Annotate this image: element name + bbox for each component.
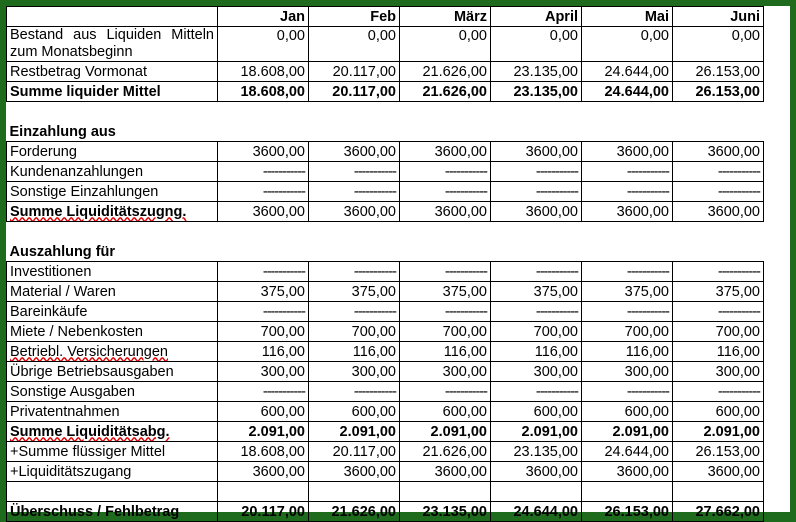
- table-row: [7, 27, 764, 62]
- cell[interactable]: -----------: [673, 162, 764, 182]
- cell[interactable]: -----------: [673, 382, 764, 402]
- cell[interactable]: 0,00: [309, 27, 400, 62]
- month-jan[interactable]: Jan: [218, 7, 309, 27]
- row-label[interactable]: Übrige Betriebsausgaben: [7, 362, 218, 382]
- row-label[interactable]: Privatentnahmen: [7, 402, 218, 422]
- cell[interactable]: 26.153,00: [673, 82, 764, 102]
- cell[interactable]: 300,00: [673, 362, 764, 382]
- cell[interactable]: -----------: [309, 262, 400, 282]
- cell[interactable]: -----------: [491, 162, 582, 182]
- table-row: [7, 462, 764, 482]
- cell[interactable]: 0,00: [218, 27, 309, 62]
- month-jun[interactable]: Juni: [673, 7, 764, 27]
- row-label[interactable]: Bareinkäufe: [7, 302, 218, 322]
- empty-cell[interactable]: [491, 482, 582, 502]
- cell[interactable]: 21.626,00: [400, 62, 491, 82]
- cell[interactable]: 300,00: [309, 362, 400, 382]
- cell[interactable]: -----------: [218, 382, 309, 402]
- section-heading-row: [7, 239, 764, 262]
- cell[interactable]: -----------: [400, 302, 491, 322]
- cell[interactable]: -----------: [673, 182, 764, 202]
- section-einzahlung: Einzahlung aus: [9, 123, 116, 140]
- cell[interactable]: -----------: [582, 162, 673, 182]
- cell[interactable]: -----------: [491, 302, 582, 322]
- table-row: [7, 142, 764, 162]
- cell[interactable]: 3600,00: [491, 202, 582, 222]
- table-row: [7, 262, 764, 282]
- cell[interactable]: 600,00: [400, 402, 491, 422]
- month-feb[interactable]: Feb: [309, 7, 400, 27]
- cell[interactable]: 3600,00: [400, 462, 491, 482]
- table-row: [7, 62, 764, 82]
- cell[interactable]: -----------: [491, 182, 582, 202]
- cell[interactable]: 375,00: [582, 282, 673, 302]
- cell[interactable]: -----------: [582, 382, 673, 402]
- cell[interactable]: 3600,00: [491, 462, 582, 482]
- cell[interactable]: 600,00: [673, 402, 764, 422]
- cell[interactable]: 26.153,00: [673, 62, 764, 82]
- row-label[interactable]: +Summe flüssiger Mittel: [7, 442, 218, 462]
- cell[interactable]: 21.626,00: [309, 502, 400, 522]
- row-label[interactable]: Sonstige Einzahlungen: [7, 182, 218, 202]
- empty-cell[interactable]: [400, 482, 491, 502]
- row-label[interactable]: [7, 202, 218, 222]
- row-label[interactable]: Restbetrag Vormonat: [7, 62, 218, 82]
- empty-cell[interactable]: [673, 482, 764, 502]
- cell[interactable]: 2.091,00: [673, 422, 764, 442]
- cell[interactable]: 3600,00: [400, 142, 491, 162]
- cell[interactable]: 23.135,00: [491, 82, 582, 102]
- month-may[interactable]: Mai: [582, 7, 673, 27]
- cell[interactable]: -----------: [673, 302, 764, 322]
- table-row: [7, 382, 764, 402]
- empty-row: [7, 482, 764, 502]
- cell[interactable]: 375,00: [491, 282, 582, 302]
- cell[interactable]: 600,00: [582, 402, 673, 422]
- cell[interactable]: 700,00: [400, 322, 491, 342]
- row-label[interactable]: Überschuss / Fehlbetrag: [7, 502, 218, 522]
- cell[interactable]: 26.153,00: [582, 502, 673, 522]
- cell[interactable]: -----------: [218, 162, 309, 182]
- row-label[interactable]: [7, 342, 218, 362]
- row-label[interactable]: Investitionen: [7, 262, 218, 282]
- cell[interactable]: -----------: [582, 262, 673, 282]
- cell[interactable]: 3600,00: [218, 202, 309, 222]
- cell[interactable]: 18.608,00: [218, 82, 309, 102]
- table-row: [7, 402, 764, 422]
- cell[interactable]: -----------: [309, 382, 400, 402]
- cell[interactable]: 116,00: [218, 342, 309, 362]
- cell[interactable]: 375,00: [218, 282, 309, 302]
- month-apr[interactable]: April: [491, 7, 582, 27]
- table-row: [7, 282, 764, 302]
- label-text: Betriebl. Versicherungen: [10, 343, 168, 360]
- cell[interactable]: 3600,00: [309, 462, 400, 482]
- cell[interactable]: 3600,00: [309, 202, 400, 222]
- cell[interactable]: 300,00: [400, 362, 491, 382]
- row-label[interactable]: +Liquiditätszugang: [7, 462, 218, 482]
- table-row: [7, 162, 764, 182]
- cell[interactable]: 2.091,00: [491, 422, 582, 442]
- table-row: [7, 342, 764, 362]
- cell[interactable]: 300,00: [582, 362, 673, 382]
- row-label[interactable]: Bestand aus Liquiden Mitteln zum Monatsbeginn: [7, 27, 218, 62]
- cell[interactable]: -----------: [582, 182, 673, 202]
- cell[interactable]: 700,00: [582, 322, 673, 342]
- row-label[interactable]: [7, 422, 218, 442]
- cell[interactable]: 21.626,00: [400, 442, 491, 462]
- cell[interactable]: 116,00: [400, 342, 491, 362]
- cell[interactable]: 2.091,00: [309, 422, 400, 442]
- cell[interactable]: -----------: [309, 302, 400, 322]
- cell[interactable]: 116,00: [673, 342, 764, 362]
- cell[interactable]: 24.644,00: [491, 502, 582, 522]
- cell[interactable]: 3600,00: [400, 202, 491, 222]
- header-empty-cell[interactable]: [7, 7, 218, 27]
- sum-row: [7, 422, 764, 442]
- cell[interactable]: -----------: [491, 382, 582, 402]
- cell[interactable]: 600,00: [491, 402, 582, 422]
- table-row: [7, 362, 764, 382]
- cell[interactable]: 116,00: [309, 342, 400, 362]
- cell[interactable]: 24.644,00: [582, 62, 673, 82]
- cell[interactable]: -----------: [218, 302, 309, 322]
- cell[interactable]: 3600,00: [673, 202, 764, 222]
- cell[interactable]: 23.135,00: [491, 442, 582, 462]
- cell[interactable]: 24.644,00: [582, 82, 673, 102]
- cell[interactable]: 700,00: [673, 322, 764, 342]
- empty-cell[interactable]: [309, 482, 400, 502]
- sum-label-text: Summe Liquiditätszugng.: [10, 203, 187, 220]
- cell[interactable]: 2.091,00: [218, 422, 309, 442]
- cell[interactable]: 0,00: [400, 27, 491, 62]
- cell[interactable]: -----------: [218, 262, 309, 282]
- table-row: [7, 322, 764, 342]
- row-label[interactable]: Miete / Nebenkosten: [7, 322, 218, 342]
- cell[interactable]: -----------: [673, 262, 764, 282]
- cell[interactable]: 300,00: [491, 362, 582, 382]
- table-row: [7, 442, 764, 462]
- table-row: [7, 302, 764, 322]
- cell[interactable]: 0,00: [491, 27, 582, 62]
- section-heading-row: [7, 119, 764, 142]
- cell[interactable]: 2.091,00: [582, 422, 673, 442]
- cell[interactable]: 3600,00: [218, 462, 309, 482]
- cell[interactable]: 23.135,00: [400, 502, 491, 522]
- cell[interactable]: -----------: [491, 262, 582, 282]
- cell[interactable]: 700,00: [218, 322, 309, 342]
- cell[interactable]: 20.117,00: [218, 502, 309, 522]
- section-auszahlung: Auszahlung für: [9, 243, 116, 260]
- cell[interactable]: -----------: [400, 262, 491, 282]
- cell[interactable]: 23.135,00: [491, 62, 582, 82]
- cell[interactable]: 3600,00: [673, 462, 764, 482]
- cell[interactable]: 600,00: [218, 402, 309, 422]
- sum-row: [7, 202, 764, 222]
- row-label[interactable]: Kundenanzahlungen: [7, 162, 218, 182]
- cell[interactable]: 20.117,00: [309, 82, 400, 102]
- cell[interactable]: 27.662,00: [673, 502, 764, 522]
- cell[interactable]: 3600,00: [582, 462, 673, 482]
- total-row: [7, 502, 764, 522]
- cell[interactable]: 375,00: [400, 282, 491, 302]
- cell[interactable]: 300,00: [218, 362, 309, 382]
- cell[interactable]: 600,00: [309, 402, 400, 422]
- cell[interactable]: 0,00: [582, 27, 673, 62]
- empty-cell[interactable]: [7, 482, 218, 502]
- cell[interactable]: 375,00: [309, 282, 400, 302]
- cell[interactable]: -----------: [400, 382, 491, 402]
- cell[interactable]: 21.626,00: [400, 82, 491, 102]
- row-label[interactable]: Sonstige Ausgaben: [7, 382, 218, 402]
- cell[interactable]: -----------: [218, 182, 309, 202]
- cell[interactable]: -----------: [309, 182, 400, 202]
- cell[interactable]: 0,00: [673, 27, 764, 62]
- row-label[interactable]: Material / Waren: [7, 282, 218, 302]
- cell[interactable]: -----------: [309, 162, 400, 182]
- cell[interactable]: 116,00: [491, 342, 582, 362]
- cell[interactable]: 3600,00: [582, 202, 673, 222]
- liquidity-plan-table: [6, 6, 764, 522]
- empty-cell[interactable]: [582, 482, 673, 502]
- cell[interactable]: 20.117,00: [309, 442, 400, 462]
- cell[interactable]: 18.608,00: [218, 62, 309, 82]
- cell[interactable]: 26.153,00: [673, 442, 764, 462]
- cell[interactable]: -----------: [582, 302, 673, 322]
- row-label[interactable]: Summe liquider Mittel: [7, 82, 218, 102]
- cell[interactable]: 2.091,00: [400, 422, 491, 442]
- cell[interactable]: 700,00: [491, 322, 582, 342]
- empty-cell[interactable]: [218, 482, 309, 502]
- cell[interactable]: 700,00: [309, 322, 400, 342]
- cell[interactable]: 3600,00: [491, 142, 582, 162]
- cell[interactable]: 375,00: [673, 282, 764, 302]
- header-row: [7, 7, 764, 27]
- cell[interactable]: 3600,00: [673, 142, 764, 162]
- cell[interactable]: 24.644,00: [582, 442, 673, 462]
- cell[interactable]: -----------: [400, 162, 491, 182]
- cell[interactable]: 3600,00: [218, 142, 309, 162]
- cell[interactable]: -----------: [400, 182, 491, 202]
- cell[interactable]: 3600,00: [309, 142, 400, 162]
- cell[interactable]: 116,00: [582, 342, 673, 362]
- sum-label-text: Summe Liquiditätsabg.: [10, 423, 170, 440]
- cell[interactable]: 20.117,00: [309, 62, 400, 82]
- sum-row: [7, 82, 764, 102]
- cell[interactable]: 3600,00: [582, 142, 673, 162]
- row-label[interactable]: Forderung: [7, 142, 218, 162]
- cell[interactable]: 18.608,00: [218, 442, 309, 462]
- month-mar[interactable]: März: [400, 7, 491, 27]
- table-row: [7, 182, 764, 202]
